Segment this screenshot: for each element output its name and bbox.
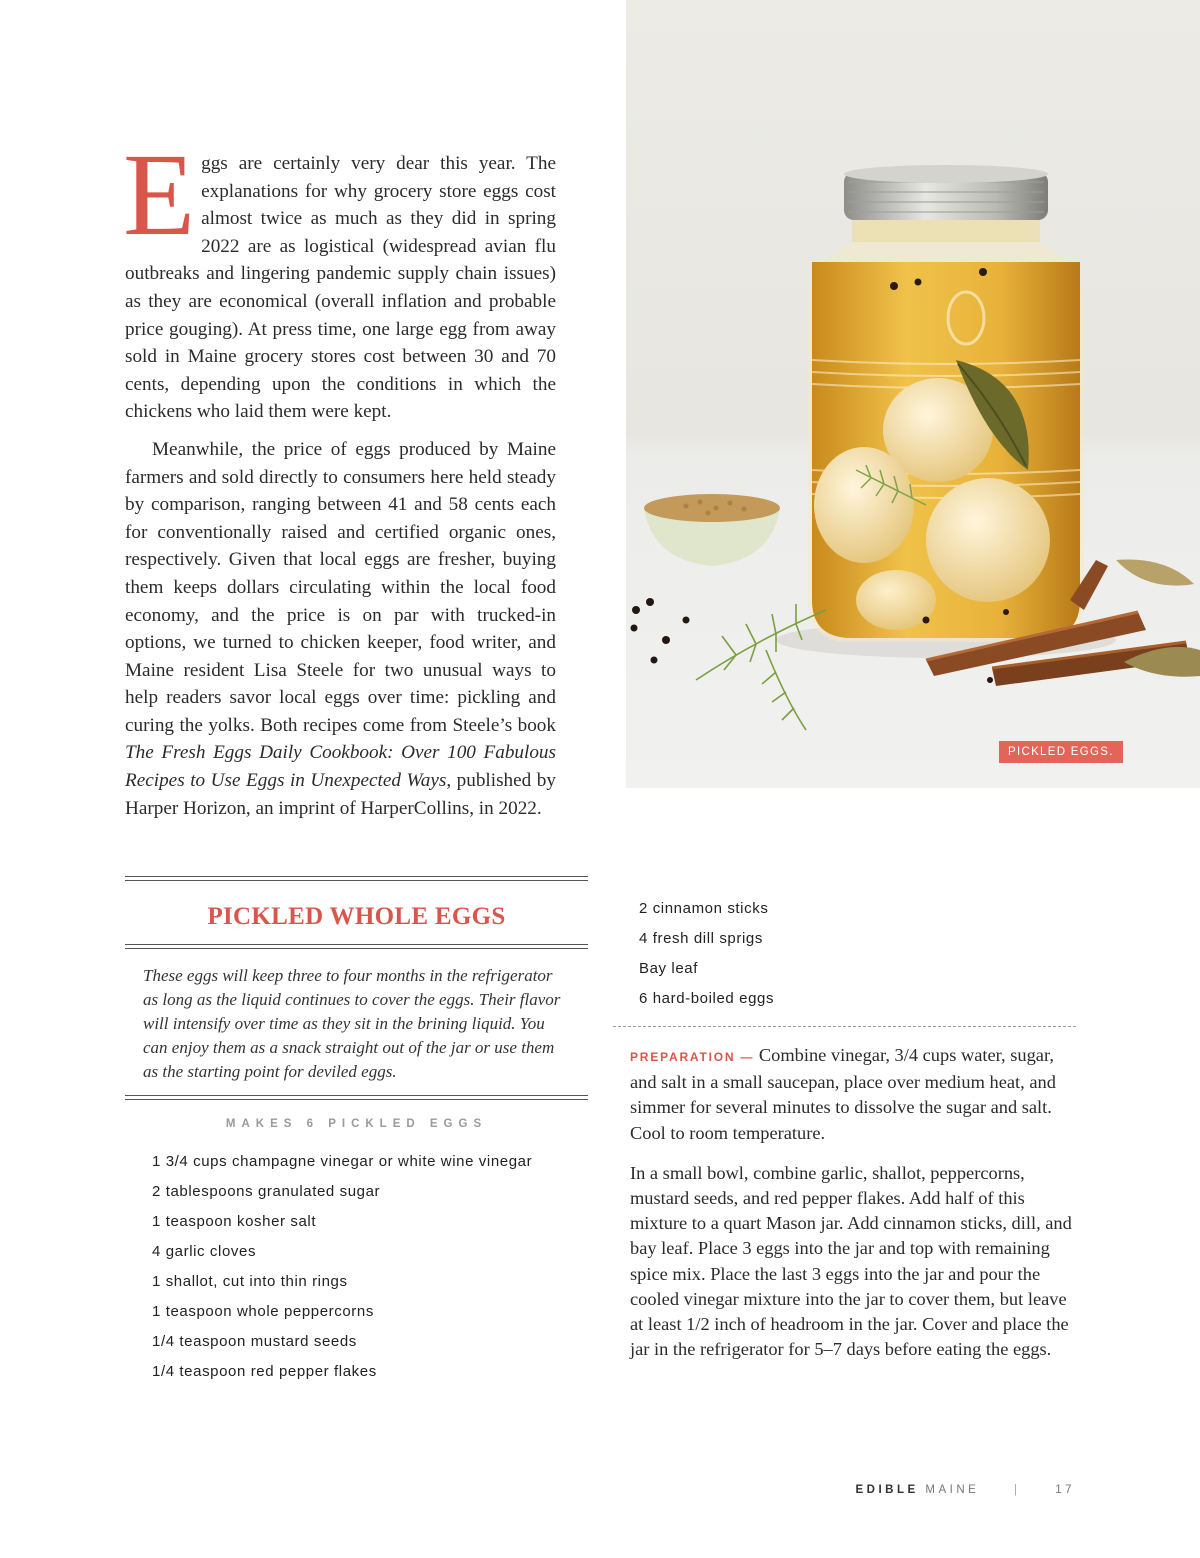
ingredient-item: 2 cinnamon sticks	[639, 900, 769, 917]
ingredient-list-right	[613, 894, 1076, 1014]
recipe-yield: MAKES 6 PICKLED EGGS	[225, 1118, 488, 1130]
ingredient-list-left	[125, 1147, 588, 1387]
ingredient-item: 1/4 teaspoon red pepper flakes	[152, 1363, 377, 1380]
footer-separator: |	[1014, 1484, 1021, 1496]
ingredient-item: Bay leaf	[639, 960, 698, 977]
recipe-headnote: These eggs will keep three to four months in the refrigerator as long as the liquid continues to cover the eggs. Their flavor will intensify over time as they sit in the brining liquid. You can enjoy them as a snack straight out of the jar or use them as the starting point for deviled eggs.	[143, 966, 561, 1081]
intro-paragraph-2	[125, 436, 556, 822]
photo-caption: PICKLED EGGS.	[999, 741, 1123, 763]
ingredient-item: 6 hard-boiled eggs	[639, 990, 775, 1007]
headnote-bottom-rule	[125, 1095, 588, 1100]
intro-paragraph-2-text: Meanwhile, the price of eggs produced by Maine farmers and sold directly to consumers here held steady by comparison, ranging between 41 and 58 cents each for conventionally raised and certified organic ones, respectively. Given that local eggs are fresher, buying them keeps dollars circulating within the local food economy, and the price is on par with trucked-in options, we turned to chicken keeper, food writer, and Maine resident Lisa Steele for two unusual ways to help readers savor local eggs over time: pickling and curing the yolks. Both recipes come from Steele’s book	[125, 438, 556, 736]
ingredient-item: 1/4 teaspoon mustard seeds	[152, 1333, 357, 1350]
preparation-label: PREPARATION —	[630, 1050, 755, 1064]
recipe-left-column	[125, 876, 588, 1387]
magazine-name-bold: EDIBLE	[855, 1484, 919, 1496]
pickled-eggs-illustration	[626, 0, 1200, 788]
intro-paragraph-1	[123, 129, 556, 426]
ingredient-item: 4 garlic cloves	[152, 1243, 257, 1260]
page-footer	[856, 1484, 1076, 1496]
ingredient-item: 1 shallot, cut into thin rings	[152, 1273, 348, 1290]
preparation-step-1-text: Combine vinegar, 3/4 cups water, sugar, and salt in a small saucepan, place over medium heat, and simmer for several minutes to dissolve the sugar and salt. Cool to room temperature.	[630, 1045, 1056, 1143]
dashed-divider	[613, 1026, 1076, 1027]
ingredient-item: 4 fresh dill sprigs	[639, 930, 763, 947]
recipe-title: PICKLED WHOLE EGGS	[207, 903, 506, 930]
ingredient-item: 1 3/4 cups champagne vinegar or white wine vinegar	[152, 1153, 533, 1170]
ingredient-item: 1 teaspoon whole peppercorns	[152, 1303, 374, 1320]
drop-cap: E	[123, 129, 196, 260]
magazine-name-light: MAINE	[925, 1484, 980, 1496]
intro-paragraph-1-text: ggs are certainly very dear this year. The explanations for why grocery store eggs cost almost twice as much as they did in spring 2022 are as logistical (widespread avian flu outbreaks and lingering pandemic supply chain issues) as they are economical (overall inflation and probable price gouging). At press time, one large egg from away sold in Maine grocery stores cost between 30 and 70 cents, depending upon the conditions in which the chickens who laid them were kept.	[125, 153, 556, 423]
ingredient-item: 2 tablespoons granulated sugar	[152, 1183, 381, 1200]
recipe-right-column	[613, 894, 1076, 1362]
ingredient-item: 1 teaspoon kosher salt	[152, 1213, 317, 1230]
preparation-step-2: In a small bowl, combine garlic, shallot, peppercorns, mustard seeds, and red pepper flakes. Add half of this mixture to a quart Mason jar. Add cinnamon sticks, dill, and bay leaf. Place 3 eggs into the jar and top with remaining spice mix. Place the last 3 eggs into the jar and pour the cooled vinegar mixture into the jar to cover them, but leave at least 1/2 inch of headroom in the jar. Cover and place the jar in the refrigerator for 5–7 days before eating the eggs.	[630, 1162, 1072, 1360]
intro-article	[123, 129, 556, 822]
preparation-section	[613, 1043, 1076, 1362]
pickled-eggs-photo	[626, 0, 1200, 788]
page-number: 17	[1055, 1484, 1075, 1496]
intro-paragraph-2-end: , published by Harper Horizon, an imprint of HarperCollins, in 2022.	[125, 770, 556, 819]
book-title: The Fresh Eggs Daily Cookbook: Over 100 Fabulous Recipes to Use Eggs in Unexpected Ways	[125, 742, 556, 792]
preparation-step-1	[630, 1043, 1076, 1146]
